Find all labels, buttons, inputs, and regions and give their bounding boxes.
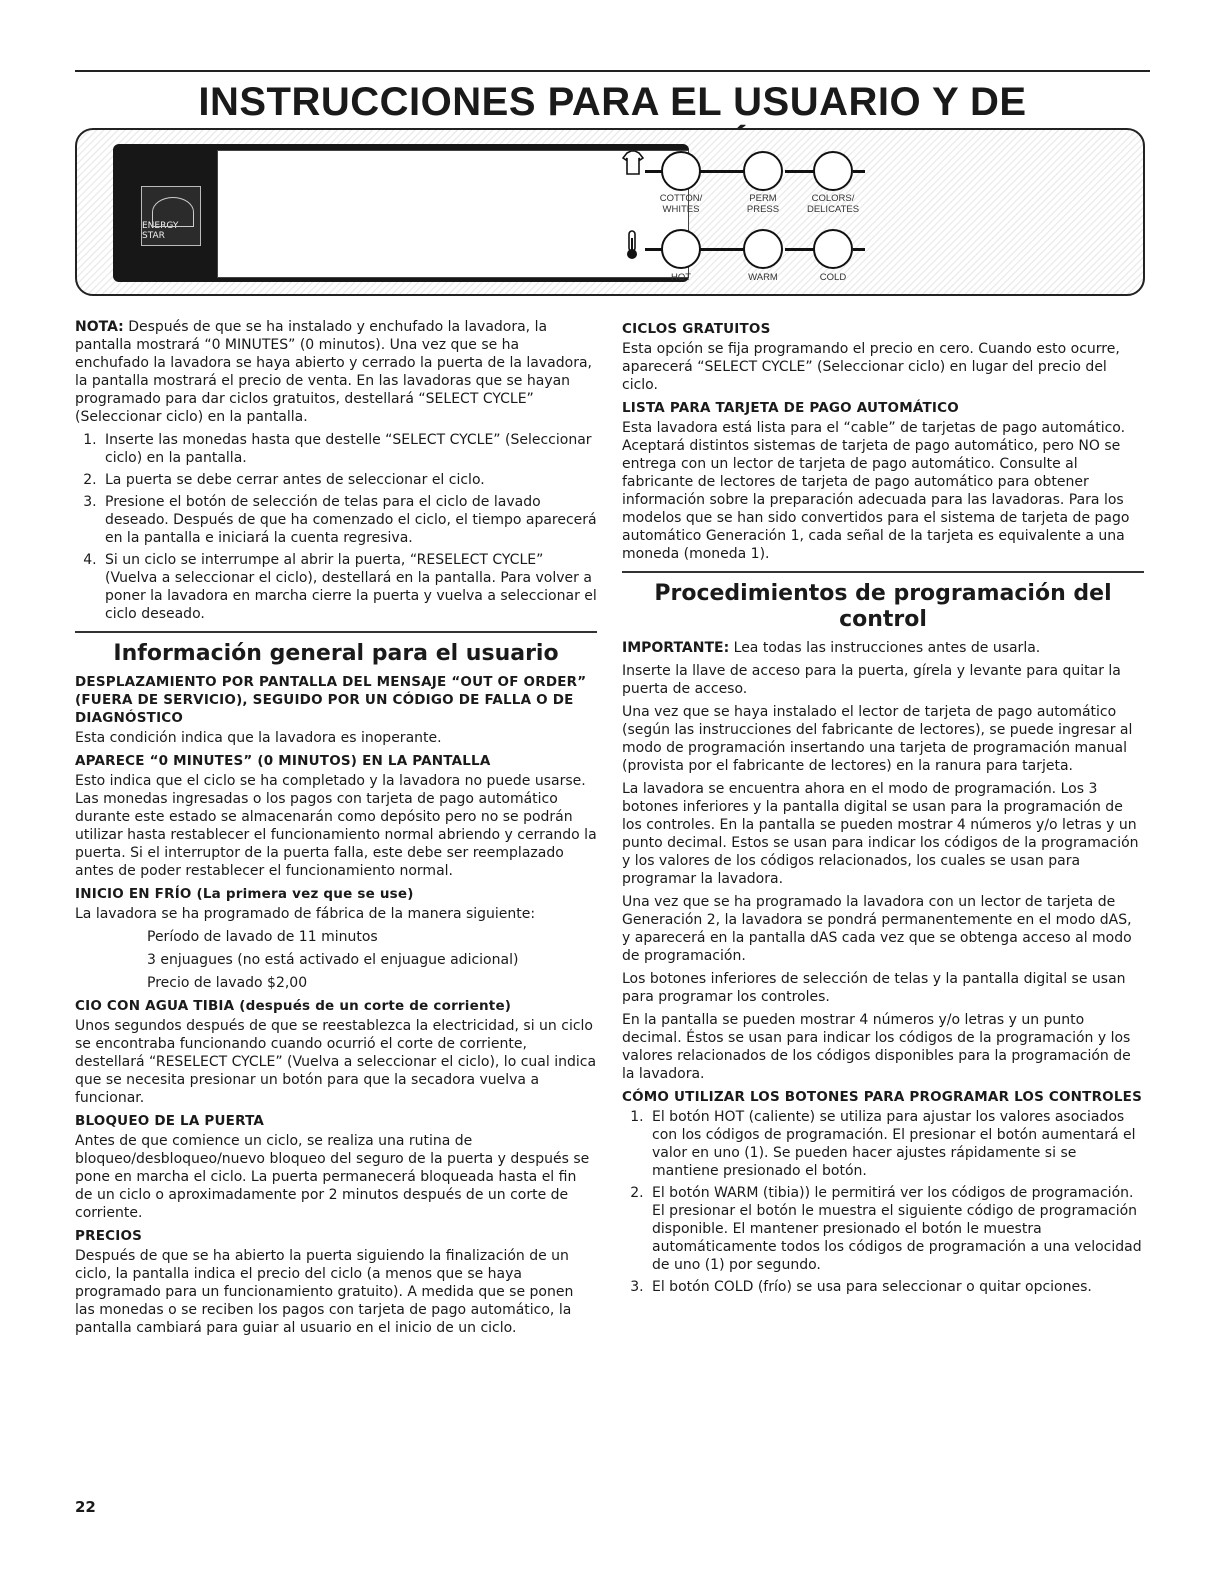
heading-card-ready: LISTA PARA TARJETA DE PAGO AUTOMÁTICO xyxy=(622,400,959,416)
list-item: 3. El botón COLD (frío) se usa para seleccionar o quitar opciones. xyxy=(648,1278,1144,1296)
usage-steps-list xyxy=(75,431,597,623)
thermometer-icon xyxy=(625,230,639,260)
warm-label: WARM xyxy=(748,272,778,283)
control-panel-illustration xyxy=(75,128,1145,296)
heading-out-of-order: DESPLAZAMIENTO POR PANTALLA DEL MENSAJE “OUT OF ORDER” (FUERA DE SERVICIO), SEGUIDO POR UN CÓDIGO DE FALLA O DE DIAGNÓSTICO xyxy=(75,674,587,726)
paragraph: Después de que se ha abierto la puerta siguiendo la finalización de un ciclo, la pantalla indica el precio del ciclo (a menos que se haya programado para un funcionamiento gratuito). A medida que se ponen las monedas o se reciben los pagos con tarjeta de pago automático, la pantalla cambiará para guiar al usuario en el inicio de un ciclo. xyxy=(75,1248,574,1336)
temp-connector xyxy=(785,248,815,251)
top-rule xyxy=(75,70,1150,72)
temp-connector xyxy=(699,248,745,251)
note-text: Después de que se ha instalado y enchufado la lavadora, la pantalla mostrará “0 MINUTES” (0 minutos). Una vez que se ha enchufado la lavadora se haya abierto y cerrado la puerta de la lavadora, la pantalla mostrará el precio de venta. En las lavadoras que se hayan programado para dar ciclos gratuitos, destellará “SELECT CYCLE” (Seleccionar ciclo) en la pantalla. xyxy=(75,319,592,425)
display-housing xyxy=(113,144,689,282)
right-column xyxy=(622,318,1144,1301)
paragraph: Esta lavadora está lista para el “cable” de tarjetas de pago automático. Aceptará distintos sistemas de tarjeta de pago automático, pero NO se entrega con un lector de tarjeta de pago automático. Consulte al fabricante de lectores de tarjeta de pago automático para obtener información sobre la preparación adecuada para las lavadoras. Para los modelos que se han sido convertidos para el sistema de tarjeta de pago automático Generación 1, cada señal de la tarjeta es equivalente a una moneda (moneda 1). xyxy=(622,420,1130,562)
shirt-icon xyxy=(622,150,644,176)
colors-delicates-button[interactable] xyxy=(813,151,853,191)
list-item: 1. El botón HOT (caliente) se utiliza para ajustar los valores asociados con los códigos de programación. El presionar el botón aumentará el valor en uno (1). Se pueden hacer ajustes rápidamente si se mantiene presionado el botón. xyxy=(648,1108,1144,1180)
list-item: 2. La puerta se debe cerrar antes de seleccionar el ciclo. xyxy=(101,471,597,489)
note-label: NOTA: xyxy=(75,319,124,335)
note-paragraph xyxy=(75,318,597,426)
cotton-whites-button[interactable] xyxy=(661,151,701,191)
paragraph: La lavadora se ha programado de fábrica de la manera siguiente: xyxy=(75,906,536,922)
colors-delicates-label: COLORS/ DELICATES xyxy=(806,193,860,215)
paragraph: Antes de que comience un ciclo, se realiza una rutina de bloqueo/desbloqueo/nuevo bloqueo del seguro de la puerta y después se pone en marcha el ciclo. La puerta permanecerá bloqueada hasta el fin de un ciclo o aproximadamente por 2 minutos después de un corte de corriente. xyxy=(75,1133,590,1221)
section-title-general-info: Información general para el usuario xyxy=(113,641,559,666)
cold-label: COLD xyxy=(819,272,847,283)
page-number: 22 xyxy=(75,1498,96,1516)
energy-star-text: ENERGY STAR xyxy=(142,221,179,241)
section-divider xyxy=(622,571,1144,573)
cotton-whites-label: COTTON/ WHITES xyxy=(659,193,703,215)
warm-button[interactable] xyxy=(743,229,783,269)
digital-display xyxy=(217,150,689,278)
fabric-connector xyxy=(785,170,815,173)
left-column xyxy=(75,318,597,1342)
heading-door-lock: BLOQUEO DE LA PUERTA xyxy=(75,1113,265,1129)
button-steps-list xyxy=(622,1108,1144,1296)
important-text: Lea todas las instrucciones antes de usarla. xyxy=(729,640,1041,656)
heading-how-to-use-buttons: CÓMO UTILIZAR LOS BOTONES PARA PROGRAMAR LOS CONTROLES xyxy=(622,1089,1143,1105)
list-item: 2. El botón WARM (tibia)) le permitirá ver los códigos de programación. El presionar el botón le muestra el siguiente código de programación disponible. El mantener presionado el botón le muestra automáticamente todos los códigos de programación a una velocidad de uno (1) por segundo. xyxy=(648,1184,1144,1274)
default-item: 3 enjuagues (no está activado el enjuague adicional) xyxy=(147,952,519,968)
paragraph: Los botones inferiores de selección de telas y la pantalla digital se usan para programar los controles. xyxy=(622,971,1126,1005)
section-title-programming: Procedimientos de programación del control xyxy=(654,581,1112,632)
energy-star-badge xyxy=(141,186,201,246)
list-item: 1. Inserte las monedas hasta que destelle “SELECT CYCLE” (Seleccionar ciclo) en la pantalla. xyxy=(101,431,597,467)
perm-press-button[interactable] xyxy=(743,151,783,191)
fabric-connector xyxy=(853,170,865,173)
important-label: IMPORTANTE: xyxy=(622,640,730,656)
list-item: 3. Presione el botón de selección de telas para el ciclo de lavado deseado. Después de que ha comenzado el ciclo, el tiempo aparecerá en la pantalla e iniciará la cuenta regresiva. xyxy=(101,493,597,547)
temp-connector xyxy=(853,248,865,251)
heading-warm-water-cycle: CIO CON AGUA TIBIA (después de un corte de corriente) xyxy=(75,998,512,1014)
paragraph: La lavadora se encuentra ahora en el modo de programación. Los 3 botones inferiores y la pantalla digital se usan para la programación de los controles. En la pantalla se pueden mostrar 4 números y/o letras y un punto decimal. Estos se usan para indicar los códigos de la programación y los valores de los códigos relacionados, los cuales se usan para programar la lavadora. xyxy=(622,781,1139,887)
important-paragraph xyxy=(622,639,1144,657)
paragraph: Una vez que se ha programado la lavadora con un lector de tarjeta de Generación 2, la lavadora se pondrá permanentemente en el modo dAS, y aparecerá en la pantalla dAS cada vez que se obtenga acceso al modo de programación. xyxy=(622,894,1132,964)
paragraph: Inserte la llave de acceso para la puerta, gírela y levante para quitar la puerta de acceso. xyxy=(622,663,1121,697)
paragraph: Esta condición indica que la lavadora es inoperante. xyxy=(75,730,442,746)
hot-label: HOT xyxy=(670,272,692,283)
heading-cold-start: INICIO EN FRÍO (La primera vez que se use) xyxy=(75,886,414,902)
cold-button[interactable] xyxy=(813,229,853,269)
fabric-connector xyxy=(699,170,745,173)
default-item: Precio de lavado $2,00 xyxy=(147,975,308,991)
section-divider xyxy=(75,631,597,633)
paragraph: Esto indica que el ciclo se ha completado y la lavadora no puede usarse. Las monedas ingresadas o los pagos con tarjeta de pago automático durante este estado se almacenarán como depósito pero no se podrán utilizar hasta restablecer el funcionamiento normal abriendo y cerrando la puerta. Si el interruptor de la puerta falla, este debe ser reemplazado antes de poder restablecer el funcionamiento normal. xyxy=(75,773,597,879)
page-title: INSTRUCCIONES PARA EL USUARIO Y DE xyxy=(198,80,1027,124)
perm-press-label: PERM PRESS xyxy=(746,193,780,215)
paragraph: Una vez que se haya instalado el lector de tarjeta de pago automático (según las instrucciones del fabricante de lectores), se puede ingresar al modo de programación insertando una tarjeta de programación manual (provista por el fabricante de lectores) en la ranura para tarjeta. xyxy=(622,704,1133,774)
paragraph: Esta opción se fija programando el precio en cero. Cuando esto ocurre, aparecerá “SELECT CYCLE” (Seleccionar ciclo) en lugar del precio del ciclo. xyxy=(622,341,1120,393)
paragraph: En la pantalla se pueden mostrar 4 números y/o letras y un punto decimal. Éstos se usan para indicar los códigos de la programación y los valores relacionados de los códigos disponibles para la programación de la lavadora. xyxy=(622,1012,1131,1082)
paragraph: Unos segundos después de que se reestablezca la electricidad, si un ciclo se encontraba funcionando cuando ocurrió el corte de corriente, destellará “RESELECT CYCLE” (Vuelva a seleccionar el ciclo), lo cual indica que se necesita presionar un botón para que la secadora vuelva a funcionar. xyxy=(75,1018,597,1106)
heading-zero-minutes: APARECE “0 MINUTES” (0 MINUTOS) EN LA PANTALLA xyxy=(75,753,491,769)
default-item: Período de lavado de 11 minutos xyxy=(147,929,378,945)
heading-free-cycles: CICLOS GRATUITOS xyxy=(622,321,771,337)
heading-prices: PRECIOS xyxy=(75,1228,143,1244)
energy-star-logo-icon xyxy=(152,197,194,227)
hot-button[interactable] xyxy=(661,229,701,269)
list-item: 4. Si un ciclo se interrumpe al abrir la puerta, “RESELECT CYCLE” (Vuelva a seleccionar el ciclo), destellará en la pantalla. Para volver a poner la lavadora en marcha cierre la puerta y vuelva a seleccionar el ciclo deseado. xyxy=(101,551,597,623)
